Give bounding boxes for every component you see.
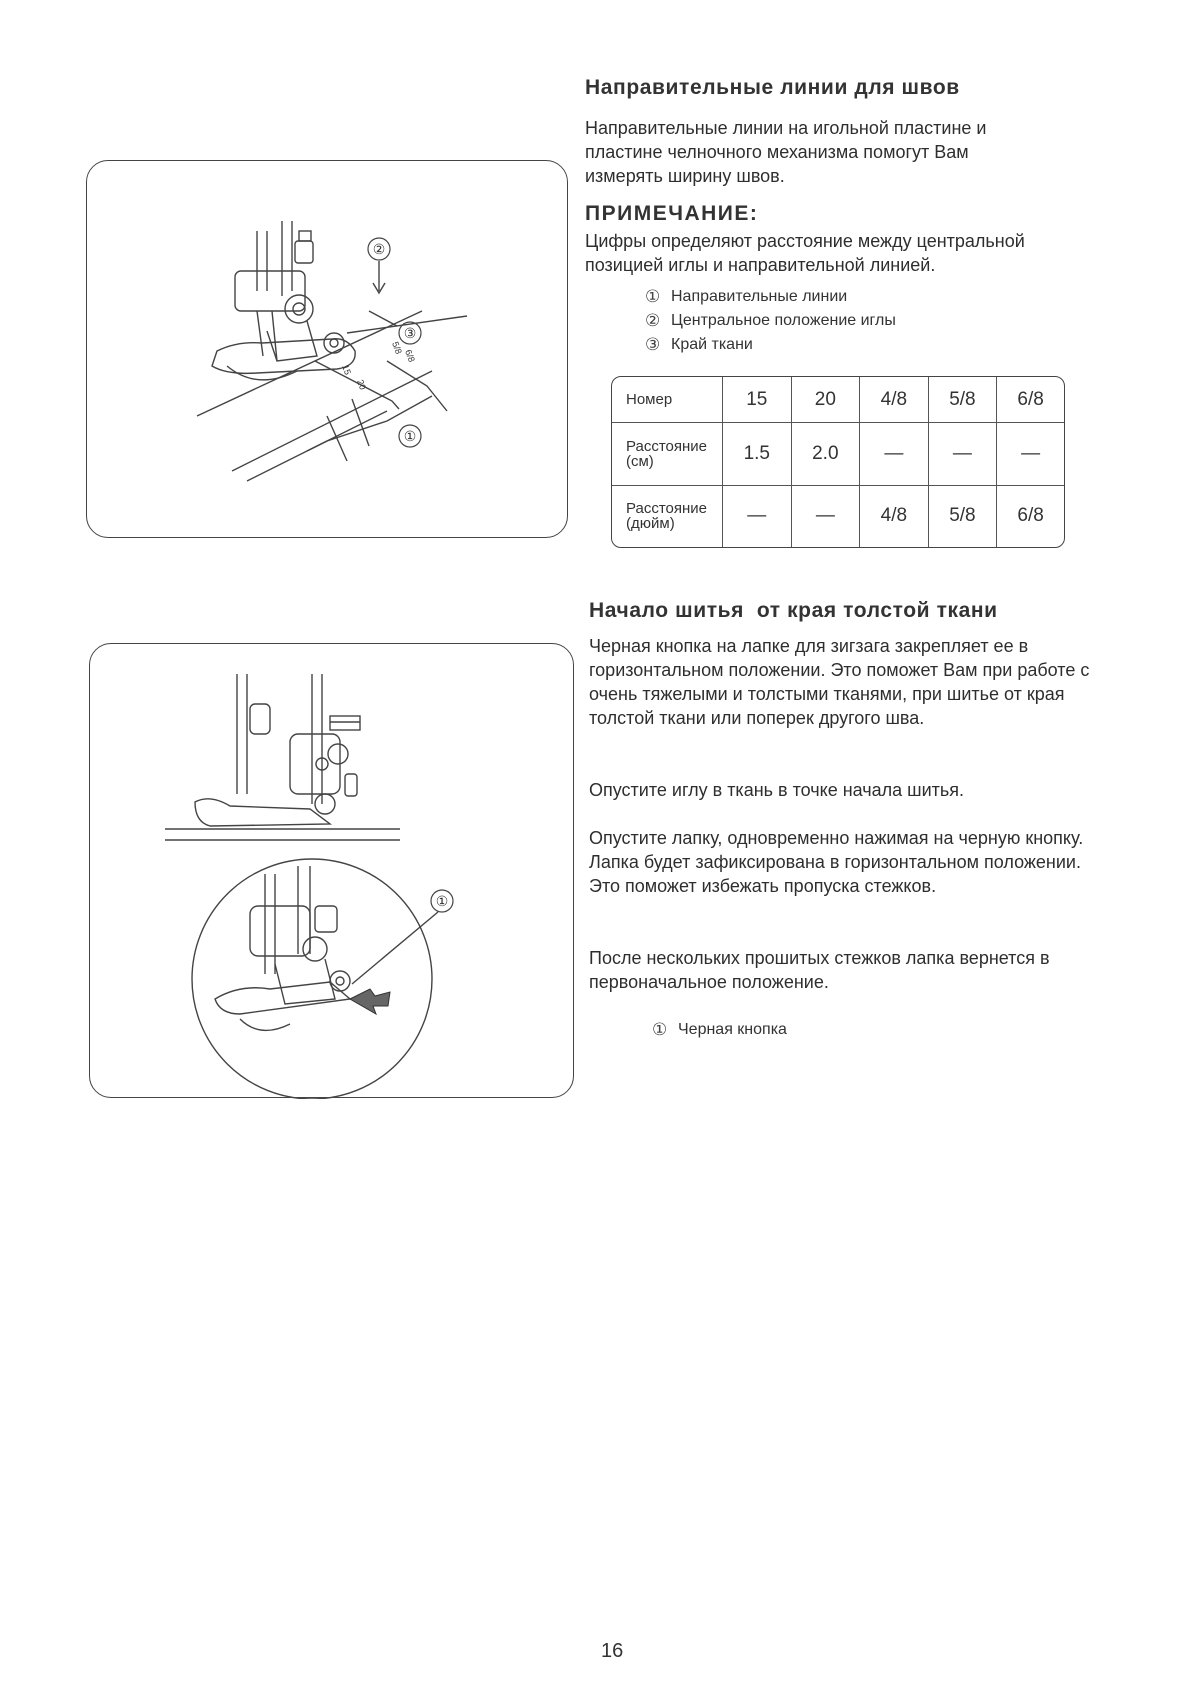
legend-item: ① Направительные линии xyxy=(645,287,848,306)
thick-fabric-para3: Опустите лапку, одновременно нажимая на черную кнопку. Лапка будет зафиксирована в горизонтальном положении. Это поможет избежать пропуска стежков. xyxy=(589,828,1084,896)
legend-item: ① Черная кнопка xyxy=(652,1020,787,1039)
seam-guides-body: Направительные линии на игольной пластине и пластине челночного механизма помогут Вам измерять ширину швов. xyxy=(585,118,987,186)
figure-thick-fabric xyxy=(89,643,574,1098)
thick-fabric-para2: Опустите иглу в ткань в точке начала шитья. xyxy=(589,780,965,800)
plate-mark-6-8: 6/8 xyxy=(403,348,417,364)
callout-1: ① xyxy=(403,428,417,444)
table-row: Расстояние (см) 1.5 2.0 — — — xyxy=(612,423,1064,486)
plate-mark-15: 15 xyxy=(340,363,353,377)
figure-seam-guides xyxy=(86,160,568,538)
thick-fabric-para1: Черная кнопка на лапке для зигзага закрепляет ее в горизонтальном положении. Это поможет Вам при работе с очень тяжелыми и толстыми тканями, при шитье от края толстой ткани или поперек другого шва. xyxy=(589,636,1090,728)
legend-seam-guides xyxy=(645,285,896,357)
table-row: Номер 15 20 4/8 5/8 6/8 xyxy=(612,377,1064,423)
presser-foot-guide-illustration xyxy=(87,161,569,539)
black-button-foot-illustration xyxy=(90,644,575,1099)
callout-3: ③ xyxy=(403,325,417,341)
distance-table xyxy=(611,376,1065,548)
thick-fabric-para4: После нескольких прошитых стежков лапка вернется в первоначальное положение. xyxy=(589,948,1050,992)
heading-seam-guides: Направительные линии для швов xyxy=(585,76,960,99)
callout-1: ① xyxy=(435,893,449,909)
note-heading: ПРИМЕЧАНИЕ: xyxy=(585,202,759,225)
legend-item: ② Центральное положение иглы xyxy=(645,311,896,330)
legend-thick-fabric xyxy=(652,1018,787,1042)
note-text: Цифры определяют расстояние между центральной позицией иглы и направительной линией. xyxy=(585,231,1025,275)
arrow-icon xyxy=(350,989,390,1014)
page-number: 16 xyxy=(601,1640,624,1662)
table-row: Расстояние (дюйм) — — 4/8 5/8 6/8 xyxy=(612,485,1064,547)
legend-item: ③ Край ткани xyxy=(645,335,753,354)
heading-thick-fabric: Начало шитья от края толстой ткани xyxy=(589,599,998,622)
plate-mark-20: 20 xyxy=(355,378,368,392)
callout-2: ② xyxy=(372,241,386,257)
plate-mark-5-8: 5/8 xyxy=(390,340,404,356)
